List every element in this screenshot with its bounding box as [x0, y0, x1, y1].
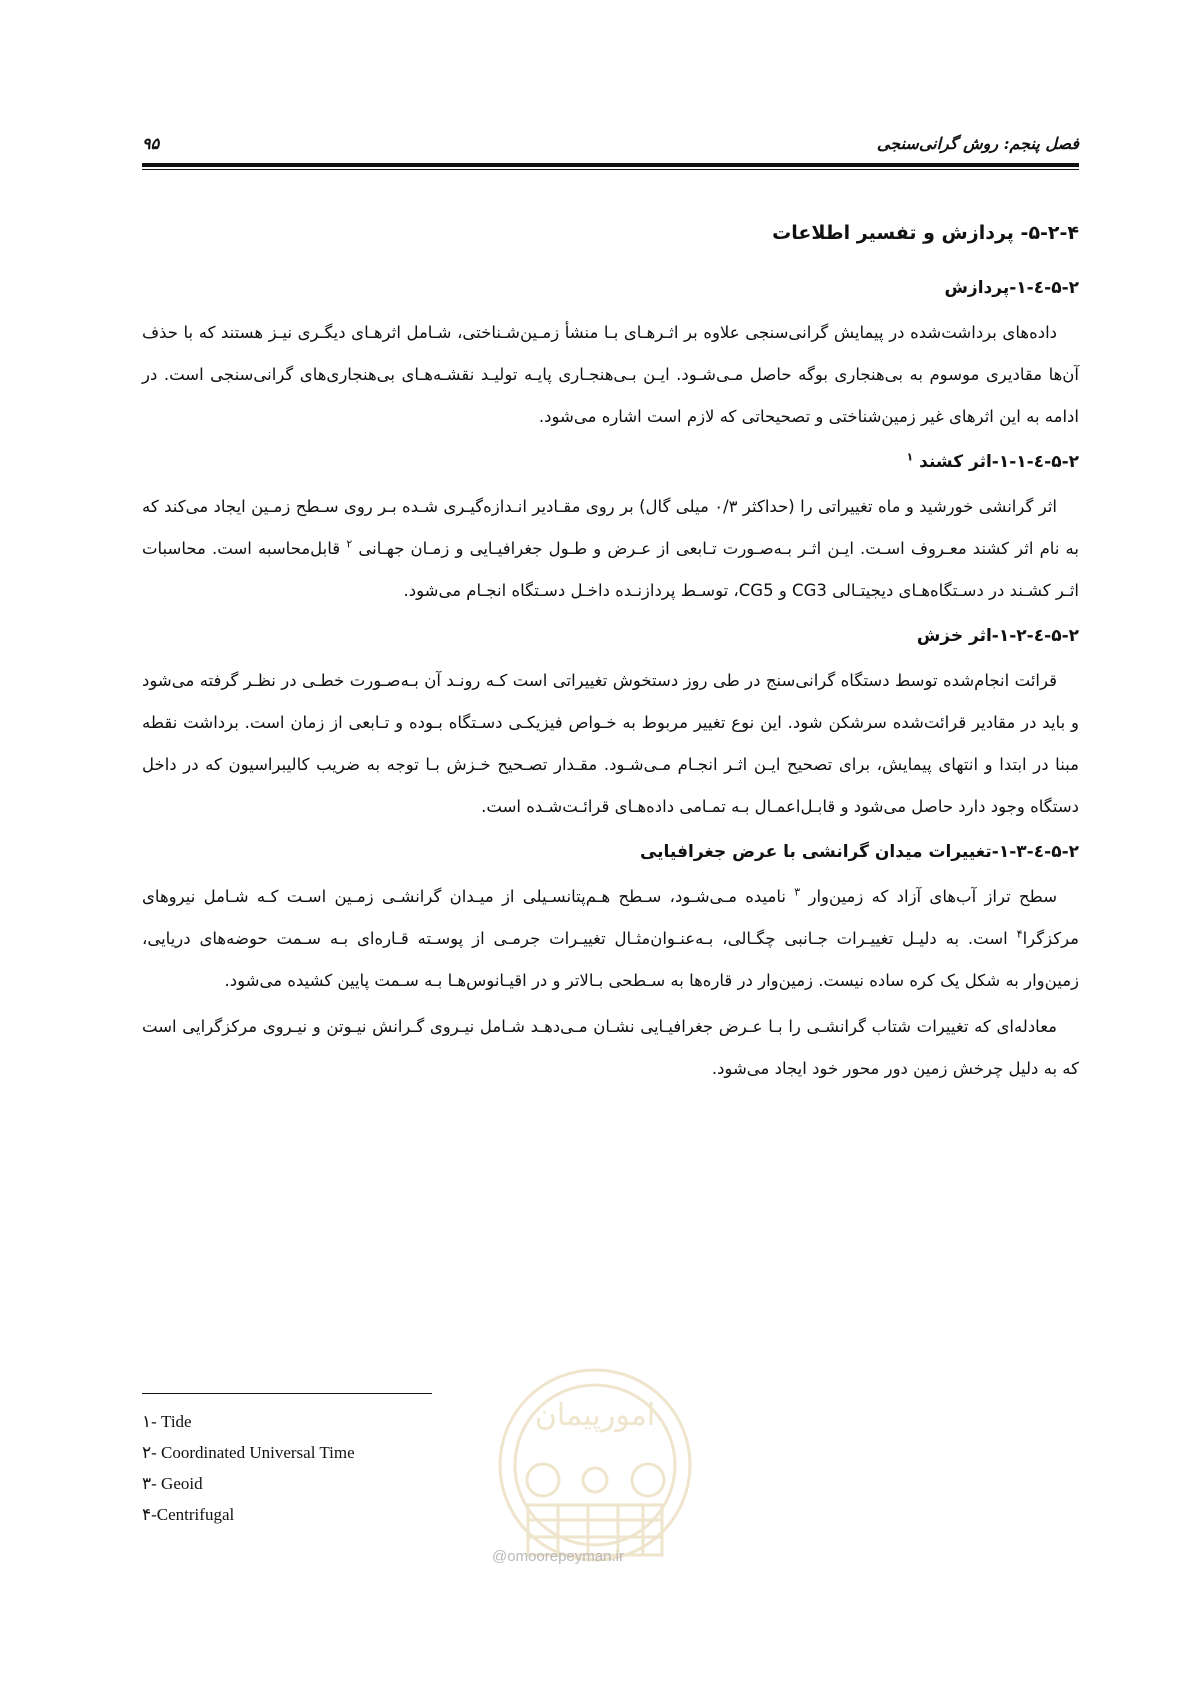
- tide-heading-text: ۵-۲-٤-۱-۱-اثر کشند: [919, 452, 1079, 472]
- footnote-ref-2: ۲: [346, 537, 353, 551]
- tide-text-2: قابل‌محاسبه است. محاسبات اثـر کشـند در دسـتگاه‌هـای دیجیتـالی CG3 و CG5، توسـط پردازنـده داخـل دسـتگاه انجـام می‌شود.: [142, 539, 1079, 600]
- tide-paragraph: [142, 486, 1079, 612]
- latitude-paragraph-2: معادله‌ای که تغییرات شتاب گرانشـی را بـا عـرض جغرافیـایی نشـان مـی‌دهـد شـامل نیـروی گـرانش نیـوتن و نیـروی مرکزگرایی است که به دلیل چرخش زمین دور محور خود ایجاد می‌شود.: [142, 1017, 1079, 1078]
- intro-paragraph: داده‌های برداشت‌شده در پیمایش گرانی‌سنجی علاوه بر اثـرهـای بـا منشأ زمـین‌شـناختی، شـامل اثرهـای دیگـری نیـز هستند که با حذف آن‌ها مقادیری موسوم به بی‌هنجاری بوگه حاصل مـی‌شـود. ایـن بـی‌هنجـاری پایـه تولیـد نقشـه‌هـای بی‌هنجاری‌های گرانی‌سنجی است. در ادامه به این اثرهای غیر زمین‌شناختی و تصحیحاتی که لازم است اشاره می‌شود.: [142, 323, 1079, 426]
- subsection-heading-drift: ۵-۲-٤-۱-۲-اثر خزش: [916, 626, 1079, 646]
- footnote-ref-3: ۳: [794, 885, 801, 899]
- subsection-heading-latitude: ۵-۲-٤-۱-۳-تغییرات میدان گرانشی با عرض جغرافیایی: [639, 842, 1079, 862]
- header-rule-thin: [142, 169, 1079, 170]
- footnote-ref-4: ۴: [1016, 927, 1023, 941]
- tide-text-1: اثر گرانشی خورشید و ماه تغییراتی را (حداکثر ۰/۳ میلی گال) بر روی مقـادیر انـدازه‌گیـری شـده بـر روی سـطح زمـین ایجاد می‌کند که به نام اثر کشند معـروف اسـت. ایـن اثـر بـه‌صـورت تـابعی از عـرض و طـول جغرافیـایی و زمـان جهـانی: [142, 497, 1079, 558]
- footnote-4: ۴-Centrifugal: [142, 1505, 235, 1524]
- latitude-text-2: نامیده مـی‌شـود، سـطح هـم‌پتانسـیلی از میـدان گرانشـی زمـین اسـت کـه شـامل نیروهای مرکزگرا: [142, 887, 1080, 948]
- footnote-2: ۲- Coordinated Universal Time: [142, 1443, 355, 1462]
- footnote-separator: [142, 1393, 432, 1394]
- latitude-text-3: است. به دلیـل تغییـرات جـانبی چگـالی، بـه‌عنـوان‌مثـال تغییـرات جرمـی از پوسـته قـاره‌ای بـه سـمت حوضه‌های دریایی، زمین‌وار به شکل یک کره ساده نیست. زمین‌وار در قاره‌ها به سـطحی بـالاتر و در اقیـانوس‌هـا بـه سـمت پایین کشیده می‌شود.: [142, 929, 1079, 990]
- latitude-text-1: سطح تراز آب‌های آزاد که زمین‌وار: [808, 887, 1058, 906]
- latitude-paragraph-1: [142, 876, 1079, 1002]
- page-number: ۹۵: [142, 134, 160, 153]
- watermark-logo-text: امورپیمان: [534, 1398, 656, 1433]
- subsection-heading-tide: [142, 452, 1079, 472]
- body-content: [142, 210, 1079, 1104]
- footnote-3: ۳- Geoid: [142, 1474, 203, 1493]
- section-heading: ۵-۲-۴- پردازش و تفسیر اطلاعات: [772, 222, 1079, 244]
- chapter-title: فصل پنجم: روش گرانی‌سنجی: [876, 134, 1079, 153]
- footnote-ref-1: ۱: [906, 450, 914, 464]
- footnotes: [142, 1412, 355, 1536]
- subsection-heading-processing: ۵-۲-٤-۱-پردازش: [944, 278, 1079, 298]
- footnote-1: ۱- Tide: [142, 1412, 192, 1431]
- drift-paragraph: قرائت انجام‌شده توسط دستگاه گرانی‌سنج در طی روز دستخوش تغییراتی است کـه رونـد آن بـه‌صـورت خطـی در نظـر گرفته می‌شود و باید در مقادیر قرائت‌شده سرشکن شود. این نوع تغییر مربوط به خـواص فیزیکـی دسـتگاه بـوده و تـابعی از زمان است. برداشت نقطه مبنا در ابتدا و انتهای پیمایش، برای تصحیح ایـن اثـر انجـام مـی‌شـود. مقـدار تصـحیح خـزش بـا توجه به ضریب کالیبراسیون که در داخل دستگاه وجود دارد حاصل می‌شود و قابـل‌اعمـال بـه تمـامی داده‌هـای قرائـت‌شـده است.: [142, 671, 1079, 816]
- header-rule-thick: [142, 163, 1079, 167]
- watermark-logo: [488, 1355, 703, 1610]
- watermark-url: @omoorepeyman.ir: [492, 1548, 624, 1565]
